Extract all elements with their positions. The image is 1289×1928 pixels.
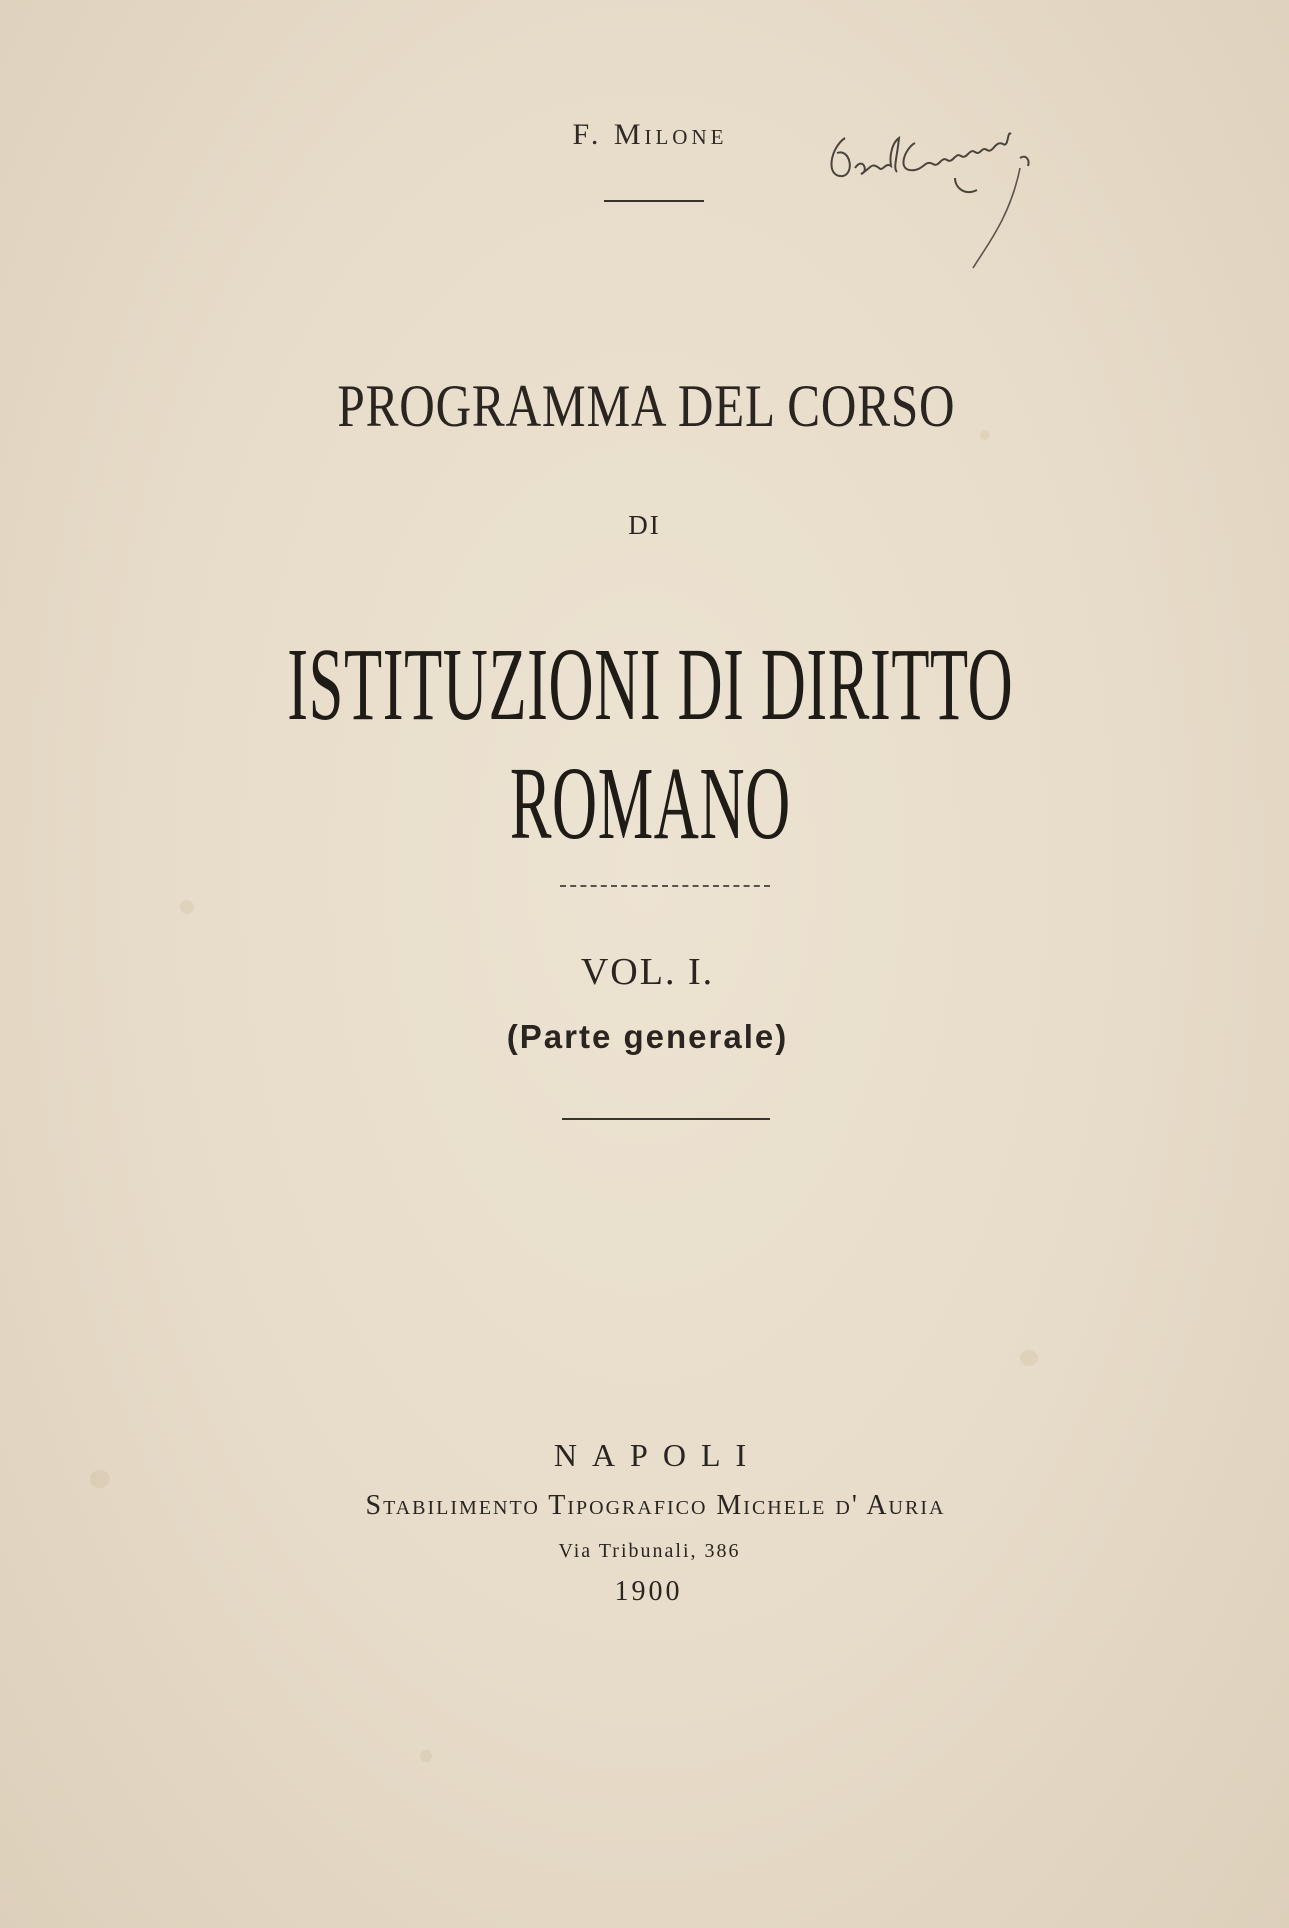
- imprint-year: 1900: [614, 1576, 683, 1607]
- imprint-printer: Stabilimento Tipografico Michele d' Auria: [365, 1490, 946, 1521]
- section-rule: [560, 885, 770, 887]
- author-name: F. Milone: [572, 118, 728, 151]
- paper-spot: [420, 1750, 432, 1762]
- volume-label: VOL. I.: [580, 951, 715, 993]
- imprint-address: Via Tribunali, 386: [558, 1540, 741, 1562]
- title-line-1: PROGRAMMA DEL CORSO: [337, 373, 956, 439]
- imprint-city: NAPOLI: [553, 1437, 762, 1473]
- author-rule: [604, 200, 704, 202]
- volume-subtitle: (Parte generale): [506, 1018, 789, 1055]
- volume-rule: [562, 1118, 770, 1120]
- paper-spot: [180, 900, 194, 914]
- title-line-2: ISTITUZIONI DI DIRITTO ROMANO: [287, 627, 1014, 861]
- paper-spot: [1020, 1350, 1038, 1366]
- handwritten-signature: [825, 118, 1125, 278]
- title-connector: DI: [628, 510, 661, 540]
